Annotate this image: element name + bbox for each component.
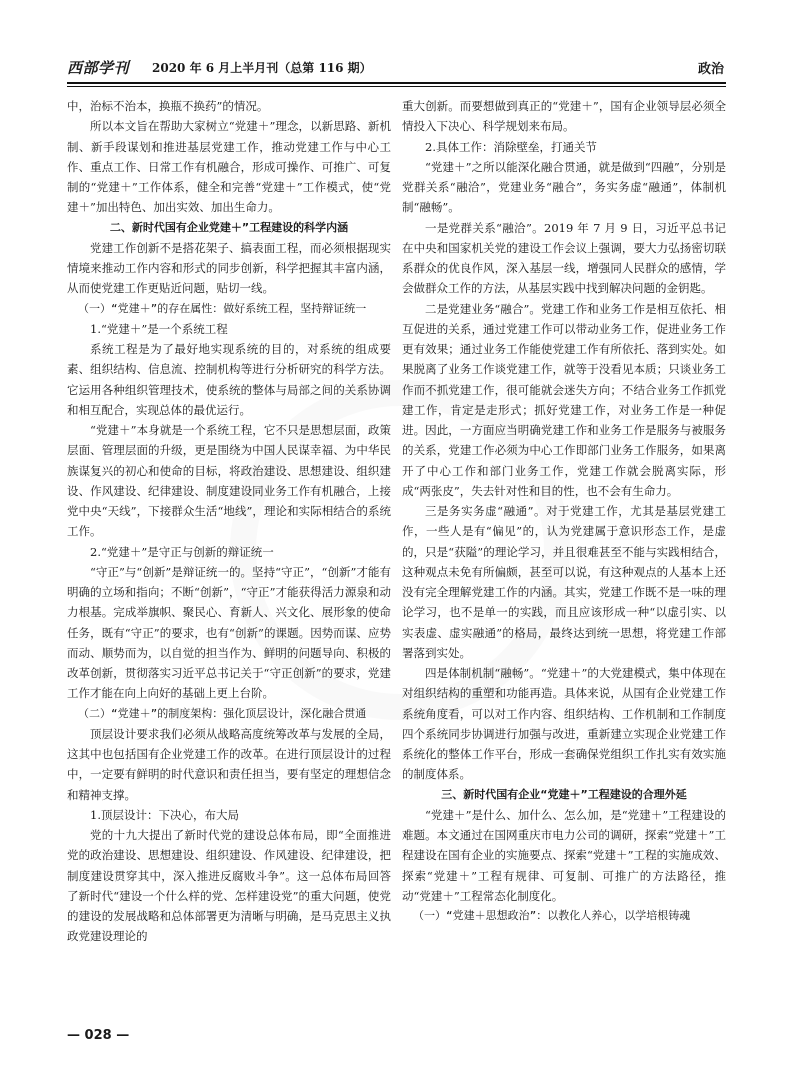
paragraph: “守正”与“创新”是辩证统一的。坚持“守正”，“创新”才能有明确的立场和指向；不断“创新”，“守正”才能获得活力源泉和动力根基。完成举旗帜、聚民心、育新人、兴文化、展形象的使命任务，既有“守正”的要求，也有“创新”的课题。因势而谋、应势而动、顺势而为，以自觉的担当作为、鲜明的问题导向、积极的改革创新，贯彻落实习近平总书记关于“守正创新”的要求，党建工作才能在向上向好的基础上更上台阶。 [67,564,391,701]
section-name: 政治 [697,62,724,77]
item-heading: 1.“党建＋”是一个系统工程 [90,321,228,336]
paragraph: 顶层设计要求我们必须从战略高度统筹改革与发展的全局，这其中也包括国有企业党建工作的改革。在进行顶层设计的过程中，一定要有鲜明的时代意识和责任担当，要有坚定的理想信念和精神支撑。 [67,726,391,802]
paragraph: 系统工程是为了最好地实现系统的目的，对系统的组成要素、组织结构、信息流、控制机构等进行分析研究的科学方法。它运用各种组织管理技术，使系统的整体与局部之间的关系协调和相互配合，实现总体的最优运行。 [67,342,391,417]
paragraph: “党建＋”之所以能深化融合贯通，就是做到“四融”，分别是党群关系“融洽”，党建业务“融合”，务实务虚“融通”，体制机制“融畅”。 [402,159,726,215]
paragraph: 二是党建业务“融合”。党建工作和业务工作是相互依托、相互促进的关系，通过党建工作可以带动业务工作，促进业务工作更有效果；通过业务工作能使党建工作有所依托、落到实处。如果脱离了业务工作谈党建工作，就等于没看见本质；只谈业务工作而不抓党建工作，很可能就会迷失方向；不结合业务工作抓党建工作，肯定是走形式；抓好党建工作，对业务工作是一种促进。因此，一方面应当明确党建工作和业务工作是服务与被服务的关系，党建工作必须为中心工作即部门业务工作服务，如果离开了中心工作和部门业务工作，党建工作就会脱离实际，形成“两张皮”，失去针对性和目的性，也不会有生命力。 [402,301,726,498]
subsection-heading: （一）“党建＋思想政治”：以教化人养心，以学培根铸魂 [413,909,691,922]
paragraph: “党建＋”本身就是一个系统工程，它不只是思想层面，政策层面、管理层面的升级，更是围绕为中国人民谋幸福、为中华民族谋复兴的初心和使命的目标，将政治建设、思想建设、组织建设、作风建设、纪律建设、制度建设同业务工作有机融合，上接党中央“天线”，下接群众生活“地线”，理论和实际相结合的系统工作。 [67,423,391,539]
paragraph: 三是务实务虚“融通”。对于党建工作，尤其是基层党建工作，一些人是有“偏见”的，认为党建属于意识形态工作，是虚的，只是“获隘”的理论学习，并且很难甚至不能与实践相结合，这种观点未免有所偏颇，甚至可以说，有这种观点的人基本上还没有完全理解党建工作的内涵。其实，党建工作既不是一味的理论学习，也不是单一的实践，而且应该形成一种“以虚引实、以实表虚、虚实融通”的格局，最终达到统一思想，将党建工作部署落到实处。 [402,504,726,660]
item-heading: 2.具体工作：消除壁垒，打通关节 [425,139,597,154]
running-header [67,54,726,82]
subsection-heading: （一）“党建＋”的存在属性：做好系统工程，坚持辩证统一 [78,301,367,315]
item-heading: 1.顶层设计：下决心，布大局 [90,807,239,822]
journal-logo: 西部学刊 [67,59,130,77]
subsection-heading: （二）“党建＋”的制度架构：强化顶层设计，深化融合贯通 [78,706,367,720]
page-number: — 028 — [67,1028,130,1043]
paragraph: 党的十九大提出了新时代党的建设总体布局，即“全面推进党的政治建设、思想建设、组织建设、作风建设、纪律建设，把制度建设贯穿其中，深入推进反腐败斗争”。这一总体布局回答了新时代“建设一个什么样的党、怎样建设党”的重大问题，使党的建设的发展战略和总体部署更为清晰与明确，是马克思主义执政党建设理论的 [67,828,391,944]
issue-info: 2020 年 6 月上半月刊（总第 116 期） [152,61,372,75]
paragraph: 所以本文旨在帮助大家树立“党建＋”理念，以新思路、新机制、新手段谋划和推进基层党建工作，推动党建工作与中心工作、重点工作、日常工作有机融合，形成可操作、可推广、可复制的“党建＋”工作体系，健全和完善“党建＋”工作模式，使“党建＋”加出特色、加出实效、加出生命力。 [67,119,391,215]
header-rule-thin [67,86,726,87]
right-column [402,96,726,926]
header-rule-thick [67,82,726,84]
section-heading: 二、新时代国有企业党建＋”工程建设的科学内涵 [109,220,349,234]
paragraph: 四是体制机制“融畅”。“党建＋”的大党建模式，集中体现在对组织结构的重塑和功能再造。具体来说，从国有企业党建工作系统角度看，可以对工作内容、组织结构、工作机制和工作制度四个系统同步协调进行加强与改进，重新建立实现企业党建工作系统化的整体工作平台，形成一套确保党组织工作扎实有效实施的制度体系。 [402,666,726,782]
paragraph: 中，治标不治本，换瓶不换药”的情况。 [67,99,269,113]
paragraph: 党建工作创新不是搭花架子、搞表面工程，而必须根据现实情境来推动工作内容和形式的同步创新，科学把握其丰富内涵，从而使党建工作更贴近问题，贴切一线。 [67,240,391,296]
left-column [67,96,391,947]
paragraph: “党建＋”是什么、加什么、怎么加，是“党建＋”工程建设的难题。本文通过在国网重庆市电力公司的调研，探索“党建＋”工程建设在国有企业的实施要点、探索“党建＋”工程的实施成效、探索“党建＋”工程有规律、可复制、可推广的方法路径，推动“党建＋”工程常态化制度化。 [402,807,726,903]
paragraph: 一是党群关系“融洽”。2019 年 7 月 9 日，习近平总书记在中央和国家机关党的建设工作会议上强调，要大力弘扬密切联系群众的优良作风，深入基层一线，增强同人民群众的感情，学会做群众工作的方法，从基层实践中找到解决问题的金钥匙。 [402,220,726,296]
item-heading: 2.“党建＋”是守正与创新的辩证统一 [90,544,274,559]
section-heading: 三、新时代国有企业“党建＋”工程建设的合理外延 [441,787,687,801]
paragraph: 重大创新。而要想做到真正的“党建＋”，国有企业领导层必须全情投入下决心、科学规划来布局。 [402,99,726,134]
